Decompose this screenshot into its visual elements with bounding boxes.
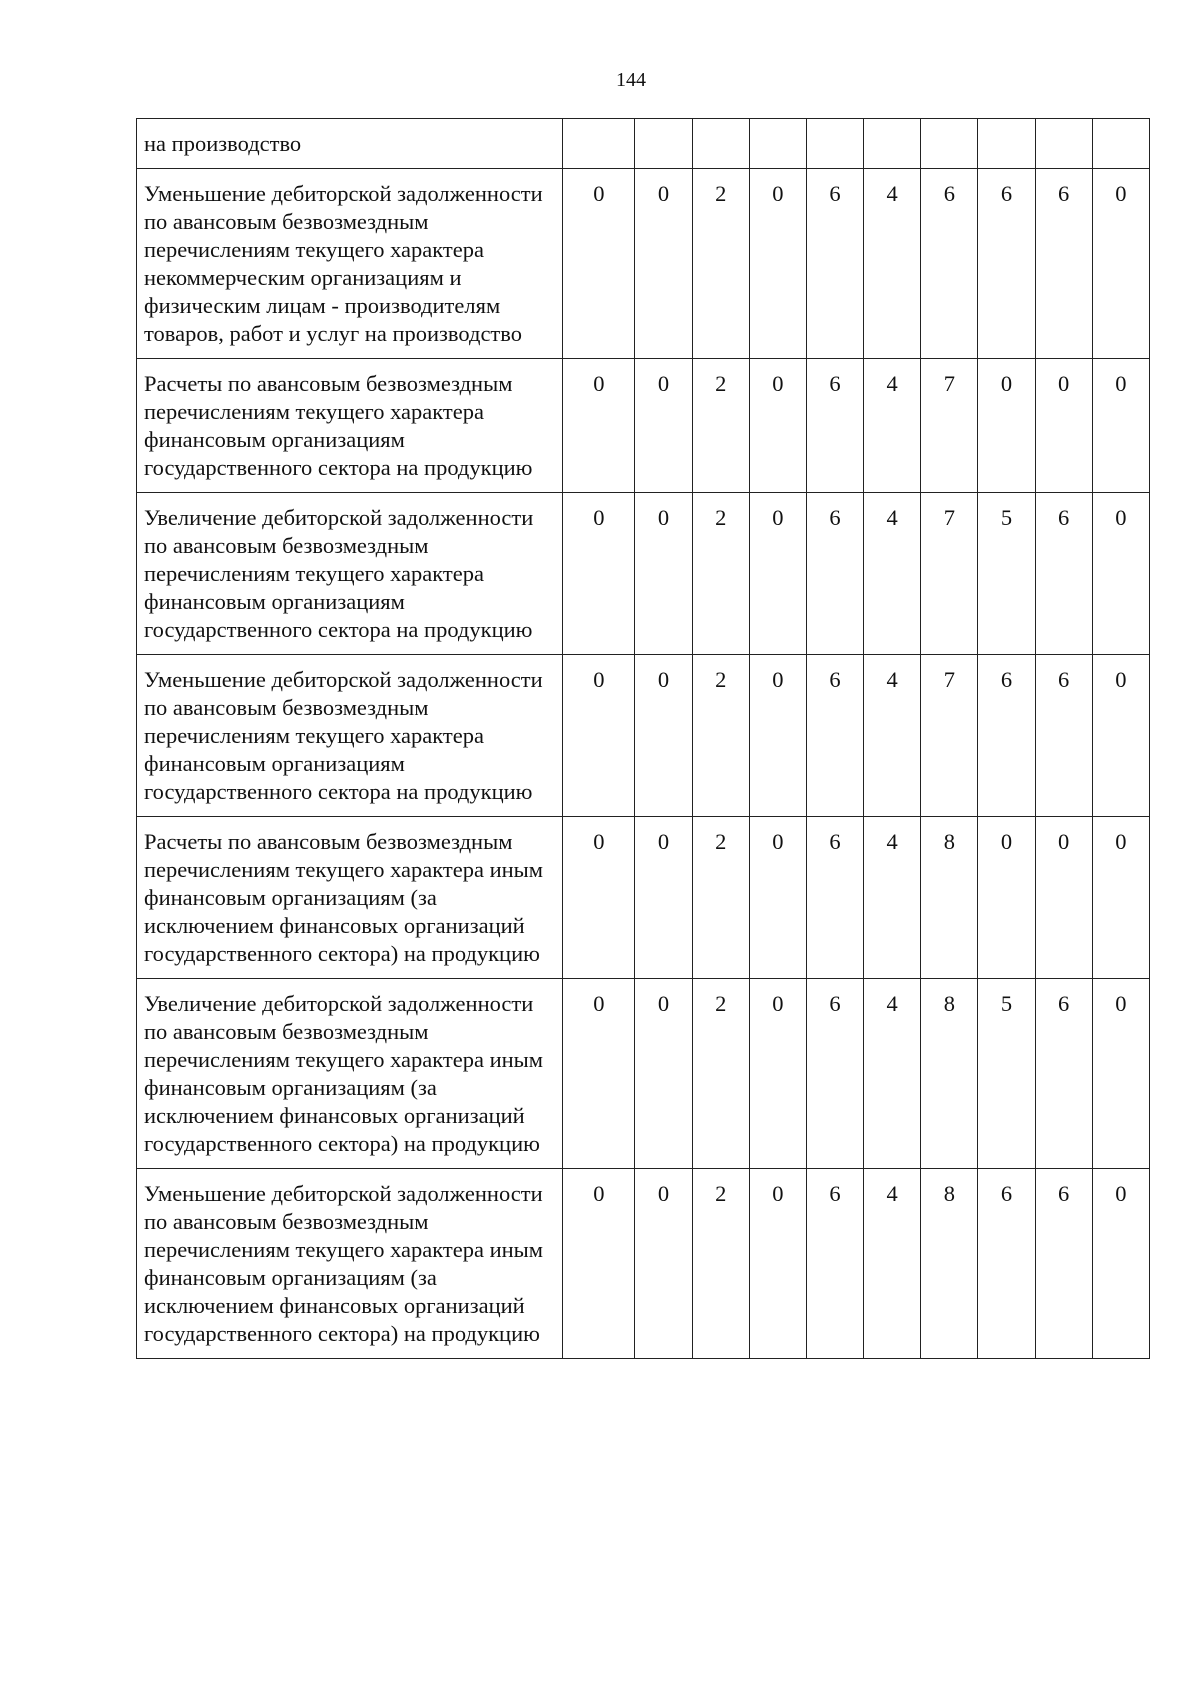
code-digit: 4: [864, 817, 921, 979]
code-digit: 4: [864, 979, 921, 1169]
code-digit: 0: [749, 359, 806, 493]
table-row: [137, 169, 1150, 359]
code-digit: [692, 119, 749, 169]
code-digit: 0: [749, 169, 806, 359]
code-digit: 0: [749, 817, 806, 979]
code-digit: 0: [635, 169, 692, 359]
code-digit: 0: [635, 493, 692, 655]
code-digit: 0: [1092, 359, 1149, 493]
row-description: Расчеты по авансовым безвозмездным перечислениям текущего характера финансовым организациям государственного сектора на продукцию: [137, 359, 563, 493]
code-digit: 0: [563, 169, 635, 359]
row-description: Увеличение дебиторской задолженности по авансовым безвозмездным перечислениям текущего характера иным финансовым организациям (за исключением финансовых организаций государственного сектора) на продукцию: [137, 979, 563, 1169]
accounts-table: [136, 118, 1150, 1359]
row-description: на производство: [137, 119, 563, 169]
page-number: 144: [616, 69, 646, 91]
code-digit: 0: [978, 359, 1035, 493]
row-description: Уменьшение дебиторской задолженности по авансовым безвозмездным перечислениям текущего характера иным финансовым организациям (за исключением финансовых организаций государственного сектора) на продукцию: [137, 1169, 563, 1359]
code-digit: 0: [1035, 817, 1092, 979]
code-digit: 2: [692, 1169, 749, 1359]
code-digit: [864, 119, 921, 169]
code-digit: 0: [1092, 169, 1149, 359]
code-digit: 2: [692, 979, 749, 1169]
code-digit: 6: [806, 655, 863, 817]
code-digit: 2: [692, 493, 749, 655]
table-row: [137, 119, 1150, 169]
table-row: [137, 979, 1150, 1169]
code-digit: [806, 119, 863, 169]
code-digit: 6: [1035, 493, 1092, 655]
code-digit: 0: [1092, 493, 1149, 655]
code-digit: 4: [864, 655, 921, 817]
code-digit: 2: [692, 817, 749, 979]
code-digit: [563, 119, 635, 169]
code-digit: 2: [692, 359, 749, 493]
code-digit: 5: [978, 493, 1035, 655]
code-digit: 7: [921, 359, 978, 493]
code-digit: 6: [1035, 1169, 1092, 1359]
code-digit: 5: [978, 979, 1035, 1169]
code-digit: [921, 119, 978, 169]
row-description: Увеличение дебиторской задолженности по авансовым безвозмездным перечислениям текущего характера финансовым организациям государственного сектора на продукцию: [137, 493, 563, 655]
code-digit: 8: [921, 1169, 978, 1359]
code-digit: 6: [806, 359, 863, 493]
code-digit: [749, 119, 806, 169]
code-digit: 6: [1035, 655, 1092, 817]
code-digit: 6: [978, 169, 1035, 359]
code-digit: 0: [749, 1169, 806, 1359]
code-digit: 6: [921, 169, 978, 359]
code-digit: 6: [806, 493, 863, 655]
code-digit: 0: [635, 817, 692, 979]
row-description: Уменьшение дебиторской задолженности по авансовым безвозмездным перечислениям текущего характера финансовым организациям государственного сектора на продукцию: [137, 655, 563, 817]
code-digit: 0: [635, 359, 692, 493]
code-digit: 6: [1035, 169, 1092, 359]
code-digit: 4: [864, 169, 921, 359]
code-digit: 0: [749, 655, 806, 817]
code-digit: 6: [806, 979, 863, 1169]
code-digit: [978, 119, 1035, 169]
table-row: [137, 1169, 1150, 1359]
code-digit: 6: [806, 1169, 863, 1359]
row-description: Расчеты по авансовым безвозмездным перечислениям текущего характера иным финансовым организациям (за исключением финансовых организаций государственного сектора) на продукцию: [137, 817, 563, 979]
code-digit: 2: [692, 655, 749, 817]
code-digit: 2: [692, 169, 749, 359]
code-digit: 8: [921, 817, 978, 979]
code-digit: 8: [921, 979, 978, 1169]
code-digit: 0: [563, 359, 635, 493]
code-digit: 6: [806, 169, 863, 359]
code-digit: 7: [921, 493, 978, 655]
code-digit: 6: [1035, 979, 1092, 1169]
code-digit: 0: [635, 1169, 692, 1359]
code-digit: [635, 119, 692, 169]
row-description: Уменьшение дебиторской задолженности по авансовым безвозмездным перечислениям текущего характера некоммерческим организациям и физическим лицам - производителям товаров, работ и услуг на производство: [137, 169, 563, 359]
code-digit: 4: [864, 359, 921, 493]
table-row: [137, 493, 1150, 655]
code-digit: 4: [864, 493, 921, 655]
code-digit: [1092, 119, 1149, 169]
code-digit: 0: [978, 817, 1035, 979]
code-digit: 0: [1092, 655, 1149, 817]
code-digit: 0: [563, 979, 635, 1169]
code-digit: 7: [921, 655, 978, 817]
code-digit: 0: [1092, 979, 1149, 1169]
code-digit: 0: [635, 979, 692, 1169]
code-digit: 0: [1092, 817, 1149, 979]
table-row: [137, 655, 1150, 817]
code-digit: 0: [749, 979, 806, 1169]
code-digit: 0: [563, 817, 635, 979]
code-digit: 0: [563, 655, 635, 817]
code-digit: 4: [864, 1169, 921, 1359]
code-digit: 6: [978, 655, 1035, 817]
code-digit: 6: [978, 1169, 1035, 1359]
code-digit: 0: [749, 493, 806, 655]
code-digit: 0: [563, 1169, 635, 1359]
code-digit: 0: [1035, 359, 1092, 493]
table-row: [137, 359, 1150, 493]
code-digit: 6: [806, 817, 863, 979]
code-digit: 0: [563, 493, 635, 655]
code-digit: [1035, 119, 1092, 169]
code-digit: 0: [635, 655, 692, 817]
code-digit: 0: [1092, 1169, 1149, 1359]
table-row: [137, 817, 1150, 979]
